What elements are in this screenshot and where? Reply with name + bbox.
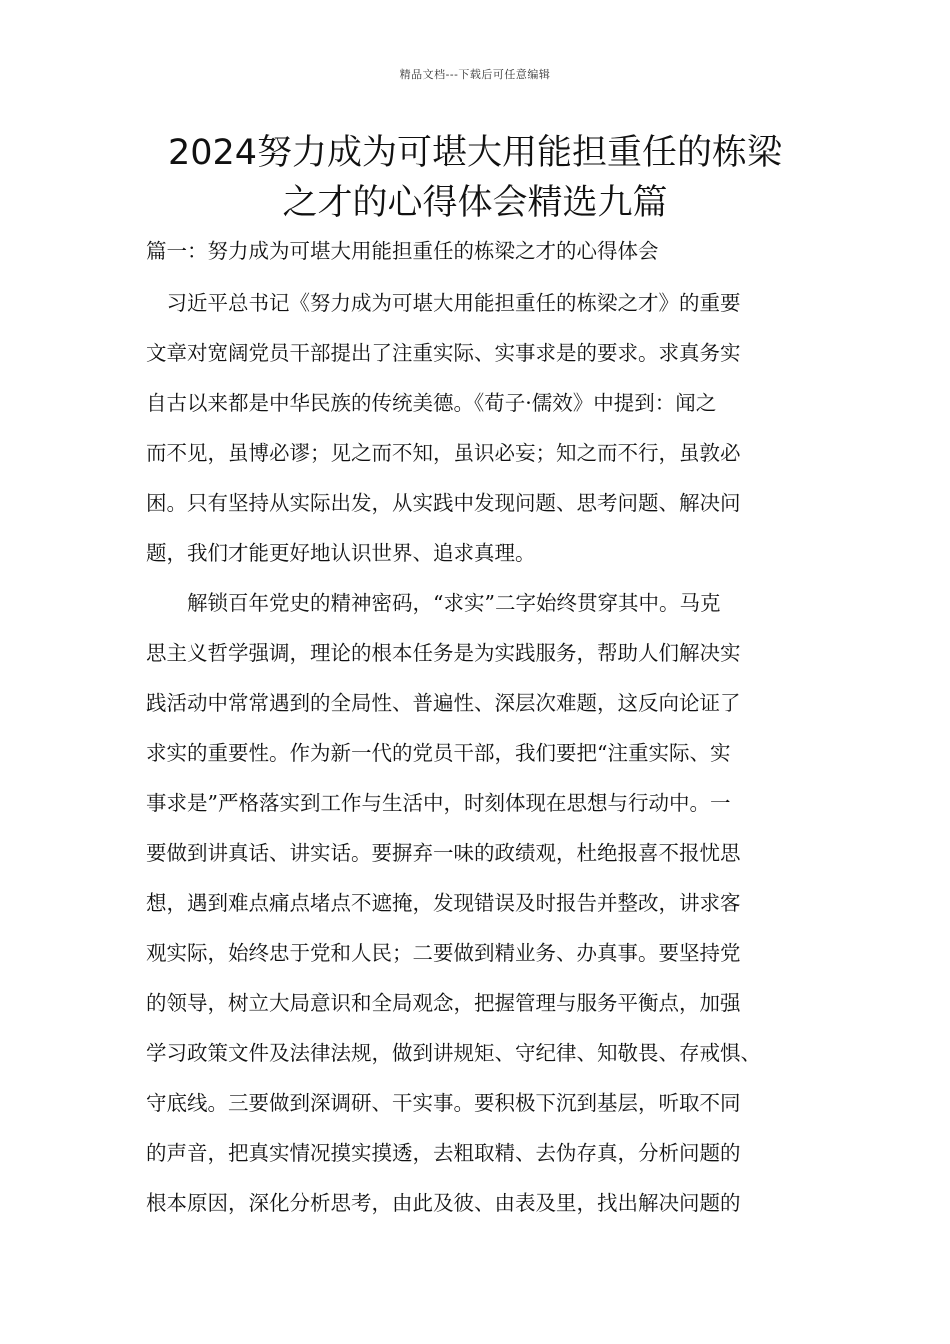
paragraph-line: 习近平总书记《努力成为可堪大用能担重任的栋梁之才》的重要 bbox=[146, 291, 741, 315]
paragraph-line: 求实的重要性。作为新一代的党员干部，我们要把“注重实际、实 bbox=[146, 741, 731, 765]
paragraph-line: 的领导，树立大局意识和全局观念，把握管理与服务平衡点，加强 bbox=[146, 991, 741, 1015]
paragraph-2 bbox=[146, 578, 826, 1228]
paragraph-line: 困。只有坚持从实际出发，从实践中发现问题、思考问题、解决问 bbox=[146, 491, 741, 515]
paragraph-line: 想，遇到难点痛点堵点不遮掩，发现错误及时报告并整改，讲求客 bbox=[146, 891, 741, 915]
title-line-2: 之才的心得体会精选九篇 bbox=[282, 183, 668, 223]
title-line-1: 2024努力成为可堪大用能担重任的栋梁 bbox=[167, 133, 783, 173]
paragraph-line: 文章对宽阔党员干部提出了注重实际、实事求是的要求。求真务实 bbox=[146, 341, 741, 365]
paragraph-line: 守底线。三要做到深调研、干实事。要积极下沉到基层，听取不同 bbox=[146, 1091, 741, 1115]
paragraph-line: 自古以来都是中华民族的传统美德。《荀子·儒效》中提到：闻之 bbox=[146, 391, 717, 415]
paragraph-line: 题，我们才能更好地认识世界、追求真理。 bbox=[146, 541, 536, 565]
paragraph-line: 根本原因，深化分析思考，由此及彼、由表及里，找出解决问题的 bbox=[146, 1191, 741, 1215]
paragraph-line: 解锁百年党史的精神密码，“求实”二字始终贯穿其中。马克 bbox=[146, 591, 721, 615]
paragraph-line: 践活动中常常遇到的全局性、普遍性、深层次难题，这反向论证了 bbox=[146, 691, 741, 715]
section-heading: 篇一：努力成为可堪大用能担重任的栋梁之才的心得体会 bbox=[146, 239, 659, 263]
paragraph-line: 观实际，始终忠于党和人民；二要做到精业务、办真事。要坚持党 bbox=[146, 941, 741, 965]
paragraph-line: 学习政策文件及法律法规，做到讲规矩、守纪律、知敬畏、存戒惧、 bbox=[146, 1041, 761, 1065]
paragraph-line: 事求是”严格落实到工作与生活中，时刻体现在思想与行动中。一 bbox=[146, 791, 731, 815]
page-header-note: 精品文档---下载后可任意编辑 bbox=[399, 68, 551, 81]
paragraph-line: 的声音，把真实情况摸实摸透，去粗取精、去伪存真，分析问题的 bbox=[146, 1141, 741, 1165]
paragraph-line: 要做到讲真话、讲实话。要摒弃一味的政绩观，杜绝报喜不报忧思 bbox=[146, 841, 741, 865]
paragraph-line: 思主义哲学强调，理论的根本任务是为实践服务，帮助人们解决实 bbox=[146, 641, 741, 665]
paragraph-line: 而不见，虽博必谬；见之而不知，虽识必妄；知之而不行，虽敦必 bbox=[146, 441, 741, 465]
document-title bbox=[120, 128, 830, 228]
paragraph-1 bbox=[146, 278, 826, 578]
